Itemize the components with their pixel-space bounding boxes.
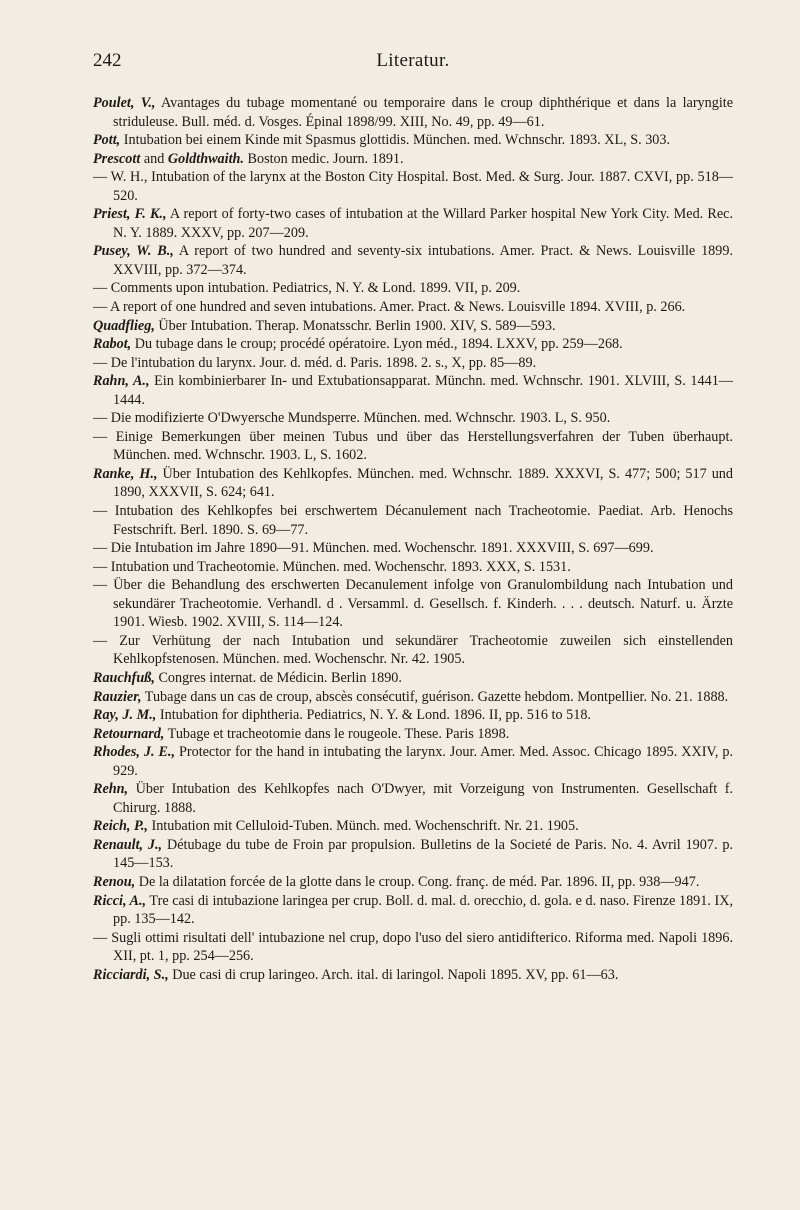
bibliography-entry <box>93 428 733 465</box>
entry-citation: Tubage et tracheotomie dans le rougeole. These. Paris 1898. <box>164 725 510 742</box>
entry-citation: Intubation bei einem Kinde mit Spasmus glottidis. München. med. Wchnschr. 1893. XL, S. 303. <box>120 132 671 149</box>
entry-citation: — Comments upon intubation. Pediatrics, N. Y. & Lond. 1899. VII, p. 209. <box>93 280 521 297</box>
bibliography-entry <box>93 706 733 725</box>
bibliography-entry <box>93 576 733 632</box>
bibliography-list <box>93 94 733 984</box>
entry-author: Pott, <box>93 132 121 149</box>
page-number: 242 <box>93 50 122 71</box>
entry-citation: — Über die Behandlung des erschwerten Decanulement infolge von Granulombildung nach Intubation und sekundärer Tracheotomie. Verhandl. d . Versamml. d. Gesellsch. f. Kinderh. . . . deutsch. Naturf. u. Ärzte 1901. Wiesb. 1902. XVIII, S. 114—124. <box>93 577 733 631</box>
entry-citation: Détubage du tube de Froin par propulsion. Bulletins de la Societé de Paris. No. 4. Avril 1907. p. 145—153. <box>113 836 733 872</box>
bibliography-entry <box>93 168 733 205</box>
entry-citation: Tre casi di intubazione laringea per crup. Boll. d. mal. d. orecchio, d. gola. e d. naso. Firenze 1891. IX, pp. 135—142. <box>113 892 733 928</box>
bibliography-entry <box>93 669 733 688</box>
bibliography-entry <box>93 372 733 409</box>
entry-author: Ricci, A., <box>93 892 147 909</box>
entry-citation: — De l'intubation du larynx. Jour. d. méd. d. Paris. 1898. 2. s., X, pp. 85—89. <box>93 354 537 371</box>
entry-author: Rauchfuß, <box>93 669 155 686</box>
entry-author: Renou, <box>93 873 136 890</box>
entry-author: Renault, J., <box>93 836 163 853</box>
bibliography-entry <box>93 873 733 892</box>
entry-coauthor: Goldthwaith. <box>167 150 244 167</box>
entry-author: Priest, F. K., <box>93 206 167 223</box>
entry-author: Rehn, <box>93 781 129 798</box>
bibliography-entry <box>93 892 733 929</box>
entry-citation: Intubation for diphtheria. Pediatrics, N. Y. & Lond. 1896. II, pp. 516 to 518. <box>156 707 591 724</box>
entry-author: Ray, J. M., <box>93 707 157 724</box>
bibliography-entry <box>93 780 733 817</box>
entry-citation: — Die Intubation im Jahre 1890—91. München. med. Wochenschr. 1891. XXXVIII, S. 697—699. <box>93 540 654 557</box>
entry-author: Poulet, V., <box>93 95 156 111</box>
entry-citation: — Intubation des Kehlkopfes bei erschwertem Décanulement nach Tracheotomie. Paediat. Arb. Henochs Festschrift. Berl. 1890. S. 69—77. <box>93 503 733 538</box>
entry-citation: Über Intubation. Therap. Monatsschr. Berlin 1900. XIV, S. 589—593. <box>154 317 556 334</box>
entry-citation: Ein kombinierbarer In- und Extubationsapparat. Münchn. med. Wchnschr. 1901. XLVIII, S. 1441—1444. <box>113 373 733 408</box>
bibliography-entry <box>93 205 733 242</box>
bibliography-entry <box>93 131 733 150</box>
entry-author: Rahn, A., <box>93 373 150 390</box>
entry-citation: Intubation mit Celluloid-Tuben. Münch. med. Wochenschrift. Nr. 21. 1905. <box>147 818 579 835</box>
bibliography-entry <box>93 502 733 539</box>
bibliography-entry <box>93 150 733 169</box>
bibliography-entry <box>93 465 733 502</box>
entry-citation: — Intubation und Tracheotomie. München. med. Wochenschr. 1893. XXX, S. 1531. <box>93 558 571 575</box>
entry-citation: Über Intubation des Kehlkopfes nach O'Dwyer, mit Vorzeigung von Instrumenten. Gesellschaft f. Chirurg. 1888. <box>113 781 733 816</box>
bibliography-entry <box>93 688 733 707</box>
bibliography-entry <box>93 279 733 298</box>
entry-citation: — Sugli ottimi risultati dell' intubazione nel crup, dopo l'uso del siero antidifterico. Riforma med. Napoli 1896. XII, pt. 1, pp. 254—256. <box>93 929 733 965</box>
bibliography-entry <box>93 94 733 131</box>
bibliography-entry <box>93 409 733 428</box>
entry-citation: Due casi di crup laringeo. Arch. ital. di laringol. Napoli 1895. XV, pp. 61—63. <box>168 966 619 983</box>
entry-citation: Über Intubation des Kehlkopfes. München. med. Wchnschr. 1889. XXXVI, S. 477; 500; 517 und 1890, XXXVII, S. 624; 641. <box>113 465 733 501</box>
entry-author: Rhodes, J. E., <box>93 744 176 761</box>
bibliography-entry <box>93 966 733 985</box>
bibliography-entry <box>93 929 733 966</box>
entry-citation: — Zur Verhütung der nach Intubation und sekundärer Tracheotomie zuweilen sich einstellenden Kehlkopfstenosen. München. med. Wochenschr. Nr. 42. 1905. <box>93 632 733 668</box>
running-title: Literatur. <box>376 50 450 71</box>
bibliography-entry <box>93 725 733 744</box>
entry-citation: Congres internat. de Médicin. Berlin 1890. <box>154 669 402 686</box>
bibliography-entry <box>93 539 733 558</box>
bibliography-entry <box>93 836 733 873</box>
entry-citation: Protector for the hand in intubating the larynx. Jour. Amer. Med. Assoc. Chicago 1895. XXIV, p. 929. <box>113 744 733 779</box>
entry-citation: and <box>140 150 168 167</box>
entry-citation: Tubage dans un cas de croup, abscès consécutif, guérison. Gazette hebdom. Montpellier. No. 21. 1888. <box>141 688 729 705</box>
bibliography-entry <box>93 354 733 373</box>
bibliography-entry <box>93 817 733 836</box>
bibliography-entry <box>93 317 733 336</box>
entry-author: Rauzier, <box>93 688 142 705</box>
bibliography-entry <box>93 743 733 780</box>
entry-author: Retournard, <box>93 725 165 742</box>
entry-citation: Du tubage dans le croup; procédé opératoire. Lyon méd., 1894. LXXV, pp. 259—268. <box>131 336 623 353</box>
bibliography-entry <box>93 298 733 317</box>
bibliography-entry <box>93 335 733 354</box>
entry-citation-continued: Boston medic. Journ. 1891. <box>243 150 404 167</box>
bibliography-entry <box>93 632 733 669</box>
entry-citation: Avantages du tubage momentané ou temporaire dans le croup diphthérique et dans la laryngite striduleuse. Bull. méd. d. Vosges. Épinal 1898/99. XIII, No. 49, pp. 49—61. <box>113 95 734 130</box>
entry-citation: — Einige Bemerkungen über meinen Tubus und über das Herstellungsverfahren der Tuben überhaupt. München. med. Wchnschr. 1903. L, S. 1602. <box>93 428 733 464</box>
entry-author: Pusey, W. B., <box>93 243 174 260</box>
entry-citation: A report of two hundred and seventy-six intubations. Amer. Pract. & News. Louisville 1899. XXVIII, pp. 372—374. <box>113 243 733 278</box>
entry-citation: — Die modifizierte O'Dwyersche Mundsperre. München. med. Wchnschr. 1903. L, S. 950. <box>93 410 611 427</box>
entry-citation: A report of forty-two cases of intubation at the Willard Parker hospital New York City. Med. Rec. N. Y. 1889. XXXV, pp. 207—209. <box>113 206 733 241</box>
entry-citation: — W. H., Intubation of the larynx at the Boston City Hospital. Bost. Med. & Surg. Jour. 1887. CXVI, pp. 518—520. <box>93 169 733 204</box>
entry-author: Reich, P., <box>93 818 148 835</box>
entry-author: Ranke, H., <box>93 465 158 482</box>
entry-author: Rabot, <box>93 336 132 353</box>
bibliography-entry <box>93 242 733 279</box>
entry-author: Prescott <box>93 150 141 167</box>
entry-citation: De la dilatation forcée de la glotte dans le croup. Cong. franç. de méd. Par. 1896. II, pp. 938—947. <box>135 873 700 890</box>
bibliography-entry <box>93 558 733 577</box>
running-head <box>93 50 733 76</box>
entry-author: Ricciardi, S., <box>93 966 169 983</box>
entry-author: Quadflieg, <box>93 317 155 334</box>
entry-citation: — A report of one hundred and seven intubations. Amer. Pract. & News. Louisville 1894. XVIII, p. 266. <box>93 299 686 316</box>
